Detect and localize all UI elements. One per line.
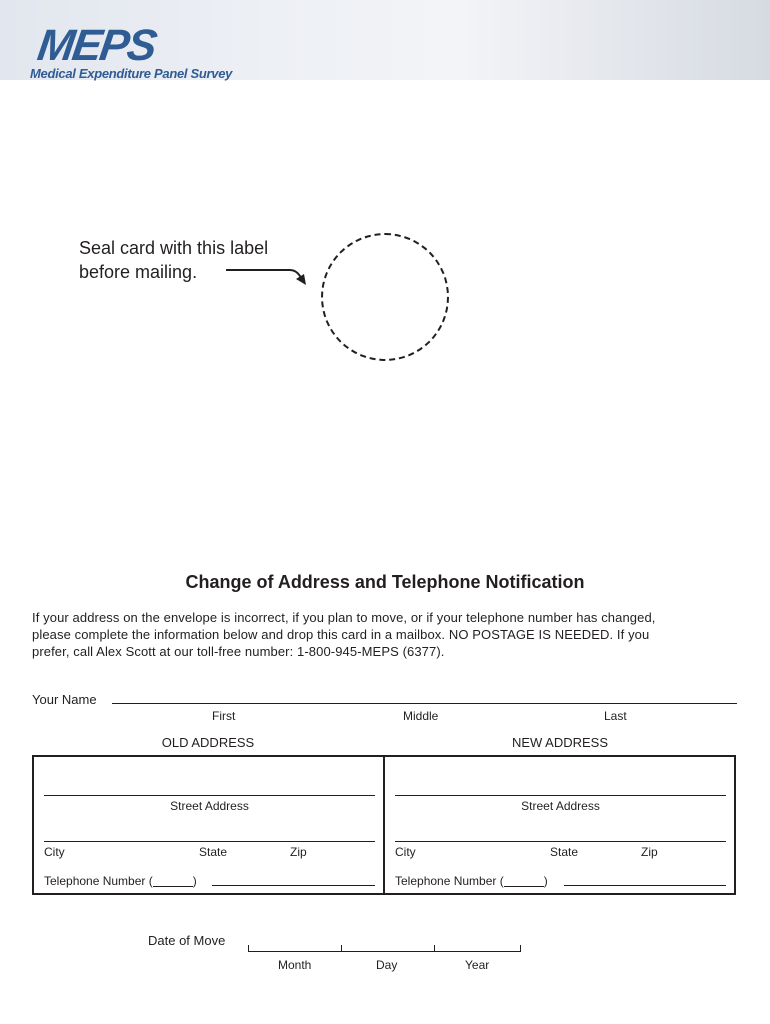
old-zip-label: Zip bbox=[290, 845, 307, 859]
new-address-heading: NEW ADDRESS bbox=[511, 735, 609, 750]
old-telephone-label bbox=[44, 874, 197, 888]
old-state-label: State bbox=[199, 845, 228, 859]
logo-subtitle: Medical Expenditure Panel Survey bbox=[30, 66, 233, 81]
new-area-code-field[interactable] bbox=[504, 886, 544, 887]
new-state-label: State bbox=[550, 845, 579, 859]
old-street-label: Street Address bbox=[170, 799, 249, 813]
new-zip-label: Zip bbox=[641, 845, 658, 859]
new-city-state-zip-field[interactable] bbox=[395, 841, 726, 842]
new-city-label: City bbox=[395, 845, 416, 859]
date-tick bbox=[520, 945, 521, 952]
new-telephone-field[interactable] bbox=[564, 885, 726, 886]
logo-wordmark: MEPS bbox=[34, 21, 159, 70]
instructions-line: please complete the information below and drop this card in a mailbox. NO POSTAGE IS NEEDED. If you bbox=[32, 627, 650, 642]
date-tick bbox=[434, 945, 435, 952]
old-area-code-field[interactable] bbox=[153, 886, 193, 887]
your-name-label: Your Name bbox=[32, 692, 97, 707]
your-name-field[interactable] bbox=[112, 703, 737, 704]
old-city-label: City bbox=[44, 845, 65, 859]
address-divider bbox=[383, 755, 385, 895]
form-title: Change of Address and Telephone Notification bbox=[185, 572, 585, 592]
old-address-heading: OLD ADDRESS bbox=[161, 735, 255, 750]
date-tick bbox=[248, 945, 249, 952]
instructions-line: If your address on the envelope is incorrect, if you plan to move, or if your telephone number has changed, bbox=[32, 610, 656, 625]
date-tick bbox=[341, 945, 342, 952]
day-label: Day bbox=[376, 958, 398, 972]
seal-instruction-line2: before mailing. bbox=[79, 262, 198, 282]
telephone-label-close: ) bbox=[192, 874, 197, 888]
seal-label-placeholder bbox=[321, 233, 449, 361]
old-telephone-field[interactable] bbox=[212, 885, 375, 886]
old-street-field[interactable] bbox=[44, 795, 375, 796]
telephone-label-open: Telephone Number ( bbox=[44, 874, 153, 888]
first-name-label: First bbox=[212, 709, 236, 723]
middle-name-label: Middle bbox=[403, 709, 439, 723]
new-street-label: Street Address bbox=[521, 799, 600, 813]
telephone-label-open: Telephone Number ( bbox=[395, 874, 504, 888]
old-city-state-zip-field[interactable] bbox=[44, 841, 375, 842]
new-street-field[interactable] bbox=[395, 795, 726, 796]
month-label: Month bbox=[278, 958, 312, 972]
telephone-label-close: ) bbox=[543, 874, 548, 888]
form-instructions bbox=[32, 609, 737, 660]
new-telephone-label bbox=[395, 874, 548, 888]
year-label: Year bbox=[465, 958, 490, 972]
date-of-move-field[interactable] bbox=[248, 951, 521, 952]
seal-instruction-line1: Seal card with this label bbox=[79, 238, 269, 258]
last-name-label: Last bbox=[604, 709, 627, 723]
arrow-icon bbox=[224, 262, 310, 288]
date-of-move-label: Date of Move bbox=[148, 933, 226, 948]
instructions-line: prefer, call Alex Scott at our toll-free number: 1-800-945-MEPS (6377). bbox=[32, 644, 445, 659]
